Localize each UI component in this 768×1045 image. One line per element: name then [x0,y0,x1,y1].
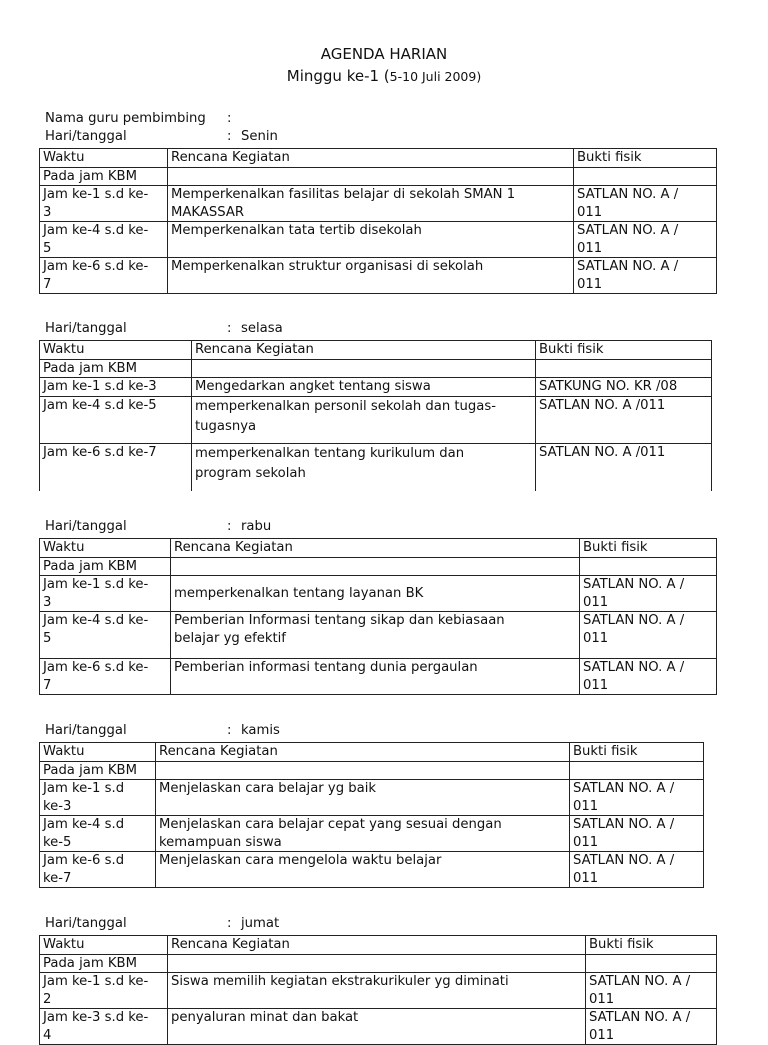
cell-rencana [171,557,580,576]
day-name: kamis [241,723,280,738]
cell-waktu: Jam ke-1 s.d ke-3 [40,378,192,397]
cell-rencana: Mengedarkan angket tentang siswa [192,378,536,397]
table-header-row [40,539,717,558]
table-row [40,258,717,294]
cell-waktu: Jam ke-6 s.d ke- 7 [40,659,171,695]
cell-waktu: Pada jam KBM [40,359,192,378]
cell-rencana: memperkenalkan tentang layanan BK [171,576,580,612]
table-header-row [40,743,704,762]
col-header-rencana: Rencana Kegiatan [168,936,586,955]
cell-rencana [192,359,536,378]
table-row [40,761,704,780]
cell-rencana: Memperkenalkan tata tertib disekolah [168,222,574,258]
cell-rencana: Menjelaskan cara belajar cepat yang sesuai dengan kemampuan siswa [156,816,570,852]
cell-bukti: SATLAN NO. A / 011 [574,258,717,294]
cell-rencana: Pemberian informasi tentang dunia pergaulan [171,659,580,695]
subtitle-dates: 5-10 Juli 2009) [389,69,482,84]
table-row [40,973,717,1009]
cell-bukti: SATLAN NO. A /011 [536,443,712,491]
col-header-waktu: Waktu [40,743,156,762]
agenda-table-jumat [39,935,717,1045]
cell-rencana: Memperkenalkan struktur organisasi di sekolah [168,258,574,294]
day-label-sep: : [227,519,232,534]
cell-rencana: Memperkenalkan fasilitas belajar di sekolah SMAN 1 MAKASSAR [168,186,574,222]
cell-waktu: Pada jam KBM [40,954,168,973]
cell-bukti: SATKUNG NO. KR /08 [536,378,712,397]
day-label-text: Hari/tanggal [45,916,127,931]
cell-waktu: Jam ke-4 s.d ke- 5 [40,612,171,659]
cell-rencana [168,954,586,973]
day-label-sep: : [227,723,232,738]
cell-waktu: Jam ke-6 s.d ke-7 [40,443,192,491]
cell-waktu: Jam ke-1 s.d ke- 3 [40,576,171,612]
cell-rencana [156,761,570,780]
table-row [40,443,712,491]
col-header-bukti: Bukti fisik [580,539,717,558]
table-header-row [40,341,712,360]
table-row [40,359,712,378]
cell-bukti: SATLAN NO. A / 011 [586,973,717,1009]
cell-bukti: SATLAN NO. A / 011 [580,612,717,659]
cell-bukti: SATLAN NO. A / 011 [570,816,704,852]
table-row [40,816,704,852]
day-label-sep: : [227,321,232,336]
day-label-text: Hari/tanggal [45,519,127,534]
table-row [40,396,712,443]
table-row [40,576,717,612]
col-header-bukti: Bukti fisik [574,149,717,168]
agenda-table-rabu [39,538,717,695]
table-row [40,557,717,576]
cell-bukti [586,954,717,973]
subtitle-week: Minggu ke-1 ( [286,67,390,85]
col-header-rencana: Rencana Kegiatan [156,743,570,762]
day-label-text: Hari/tanggal [45,723,127,738]
col-header-bukti: Bukti fisik [570,743,704,762]
cell-rencana: penyaluran minat dan bakat [168,1009,586,1045]
guru-line [45,111,232,126]
col-header-waktu: Waktu [40,341,192,360]
agenda-table-kamis [39,742,704,888]
table-row [40,780,704,816]
table-row [40,222,717,258]
col-header-rencana: Rencana Kegiatan [171,539,580,558]
col-header-waktu: Waktu [40,539,171,558]
cell-bukti: SATLAN NO. A / 011 [580,576,717,612]
day-name: Senin [241,129,278,144]
cell-waktu: Jam ke-1 s.d ke- 2 [40,973,168,1009]
table-row [40,852,704,888]
cell-waktu: Pada jam KBM [40,761,156,780]
cell-bukti [570,761,704,780]
day-label-selasa [45,321,283,336]
day-label-sep: : [227,129,232,144]
day-name: rabu [241,519,272,534]
cell-bukti: SATLAN NO. A / 011 [574,222,717,258]
col-header-waktu: Waktu [40,149,168,168]
cell-bukti: SATLAN NO. A / 011 [574,186,717,222]
page-title: AGENDA HARIAN [320,45,448,63]
day-name: selasa [241,321,283,336]
cell-waktu: Pada jam KBM [40,167,168,186]
cell-bukti [536,359,712,378]
table-header-row [40,149,717,168]
agenda-table-selasa [39,340,712,491]
cell-bukti [580,557,717,576]
day-label-text: Hari/tanggal [45,129,127,144]
cell-waktu: Jam ke-6 s.d ke- 7 [40,258,168,294]
col-header-rencana: Rencana Kegiatan [168,149,574,168]
cell-waktu: Jam ke-3 s.d ke- 4 [40,1009,168,1045]
cell-bukti: SATLAN NO. A / 011 [580,659,717,695]
agenda-table-senin [39,148,717,294]
day-label-senin [45,129,278,144]
cell-bukti [574,167,717,186]
cell-rencana: Menjelaskan cara mengelola waktu belajar [156,852,570,888]
day-label-rabu [45,519,272,534]
guru-sep: : [227,111,232,126]
cell-bukti: SATLAN NO. A / 011 [586,1009,717,1045]
col-header-bukti: Bukti fisik [536,341,712,360]
cell-waktu: Jam ke-4 s.d ke-5 [40,396,192,443]
page-subtitle [0,67,768,85]
guru-label: Nama guru pembimbing [45,111,206,126]
col-header-waktu: Waktu [40,936,168,955]
col-header-bukti: Bukti fisik [586,936,717,955]
day-label-jumat [45,916,280,931]
table-row [40,167,717,186]
cell-waktu: Jam ke-1 s.d ke- 3 [40,186,168,222]
table-row [40,186,717,222]
cell-bukti: SATLAN NO. A / 011 [570,852,704,888]
cell-waktu: Pada jam KBM [40,557,171,576]
cell-rencana: memperkenalkan tentang kurikulum dan program sekolah [192,443,536,491]
cell-waktu: Jam ke-6 s.d ke-7 [40,852,156,888]
cell-waktu: Jam ke-4 s.d ke- 5 [40,222,168,258]
col-header-rencana: Rencana Kegiatan [192,341,536,360]
day-label-kamis [45,723,280,738]
day-label-sep: : [227,916,232,931]
day-label-text: Hari/tanggal [45,321,127,336]
table-row [40,659,717,695]
cell-waktu: Jam ke-4 s.d ke-5 [40,816,156,852]
cell-rencana: Menjelaskan cara belajar yg baik [156,780,570,816]
cell-waktu: Jam ke-1 s.d ke-3 [40,780,156,816]
cell-rencana: memperkenalkan personil sekolah dan tugas- tugasnya [192,396,536,443]
table-row [40,1009,717,1045]
cell-bukti: SATLAN NO. A / 011 [570,780,704,816]
cell-rencana: Siswa memilih kegiatan ekstrakurikuler yg diminati [168,973,586,1009]
day-name: jumat [241,916,280,931]
cell-rencana [168,167,574,186]
table-header-row [40,936,717,955]
table-row [40,954,717,973]
table-row [40,612,717,659]
table-row [40,378,712,397]
cell-rencana: Pemberian Informasi tentang sikap dan kebiasaan belajar yg efektif [171,612,580,659]
cell-bukti: SATLAN NO. A /011 [536,396,712,443]
